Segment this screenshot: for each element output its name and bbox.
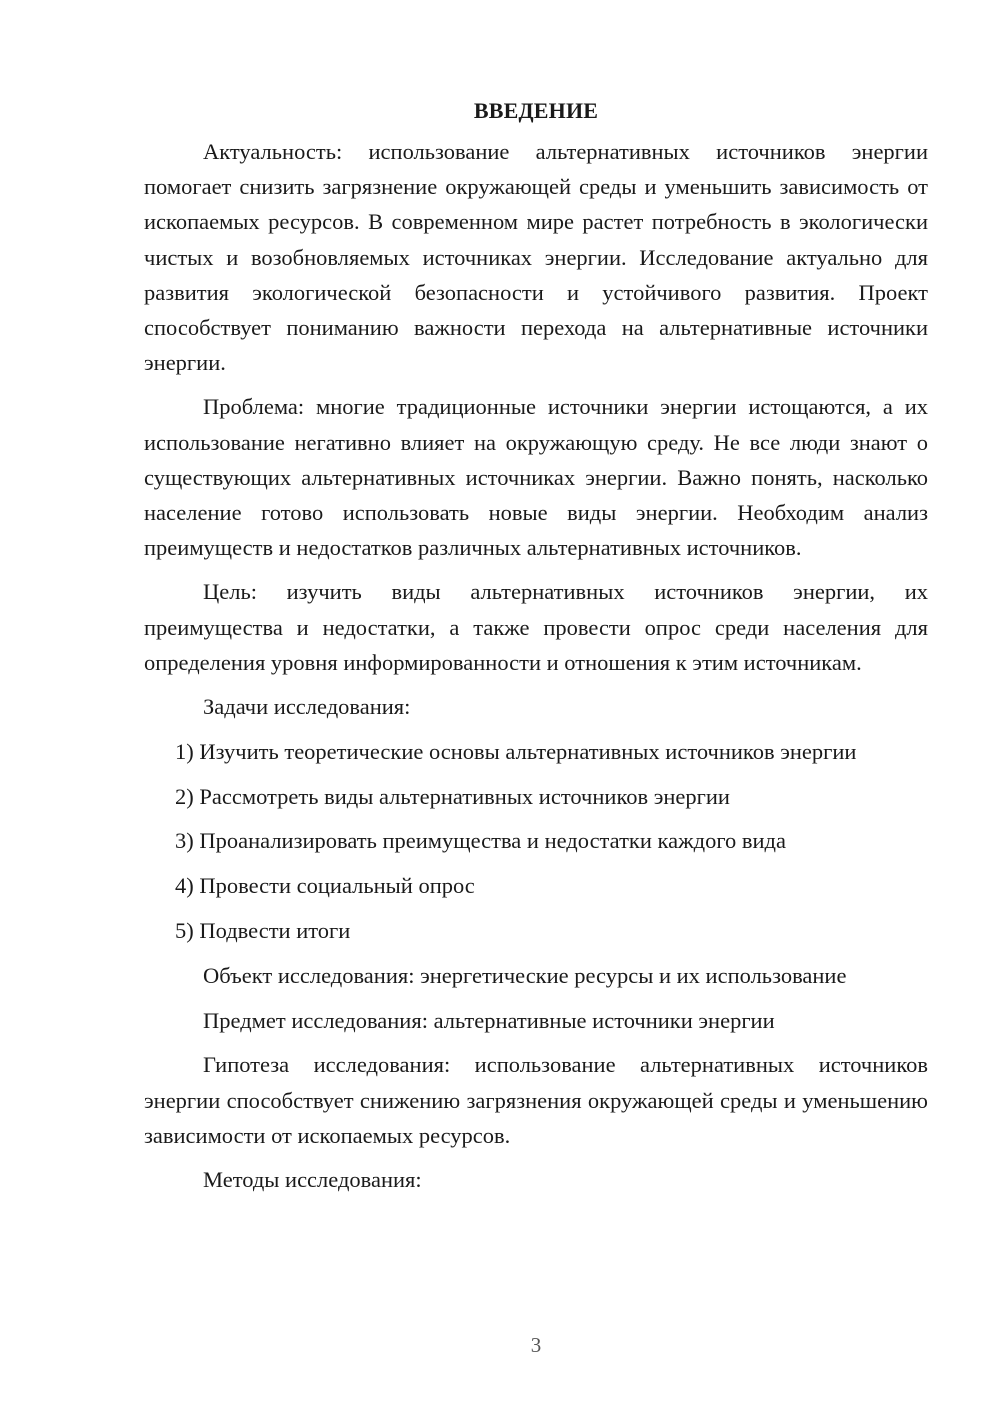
tasks-list — [144, 734, 928, 948]
list-item: 2) Рассмотреть виды альтернативных источников энергии — [175, 783, 730, 809]
list-item: 5) Подвести итоги — [175, 918, 351, 944]
paragraph-relevance: Актуальность: использование альтернативных источников энергии помогает снизить загрязнение окружающей среды и уменьшить зависимость от ископаемых ресурсов. В современном мире растет потребность в экологически чистых и возобновляемых источниках энергии. Исследование актуально для развития экологической безопасности и устойчивого развития. Проект способствует пониманию важности перехода на альтернативные источники энергии. — [144, 139, 928, 376]
paragraph-problem: Проблема: многие традиционные источники энергии истощаются, а их использование негативно влияет на окружающую среду. Не все люди знают о существующих альтернативных источниках энергии. Важно понять, насколько население готово использовать новые виды энергии. Необходим анализ преимуществ и недостатков различных альтернативных источников. — [144, 394, 928, 561]
research-object: Объект исследования: энергетические ресурсы и их использование — [203, 962, 847, 988]
list-item: 1) Изучить теоретические основы альтернативных источников энергии — [175, 738, 857, 764]
list-item: 3) Проанализировать преимущества и недостатки каждого вида — [175, 828, 786, 854]
tasks-heading: Задачи исследования: — [203, 694, 411, 720]
list-item: 4) Провести социальный опрос — [175, 873, 475, 899]
page-number: 3 — [530, 1333, 542, 1357]
research-subject: Предмет исследования: альтернативные источники энергии — [203, 1007, 775, 1033]
methods-heading: Методы исследования: — [203, 1167, 422, 1193]
page-title: ВВЕДЕНИЕ — [473, 98, 599, 123]
paragraph-goal: Цель: изучить виды альтернативных источников энергии, их преимущества и недостатки, а также провести опрос среди населения для определения уровня информированности и отношения к этим источникам. — [144, 579, 928, 675]
research-hypothesis: Гипотеза исследования: использование альтернативных источников энергии способствует снижению загрязнения окружающей среды и уменьшению зависимости от ископаемых ресурсов. — [144, 1052, 928, 1148]
document-page — [144, 96, 928, 1207]
